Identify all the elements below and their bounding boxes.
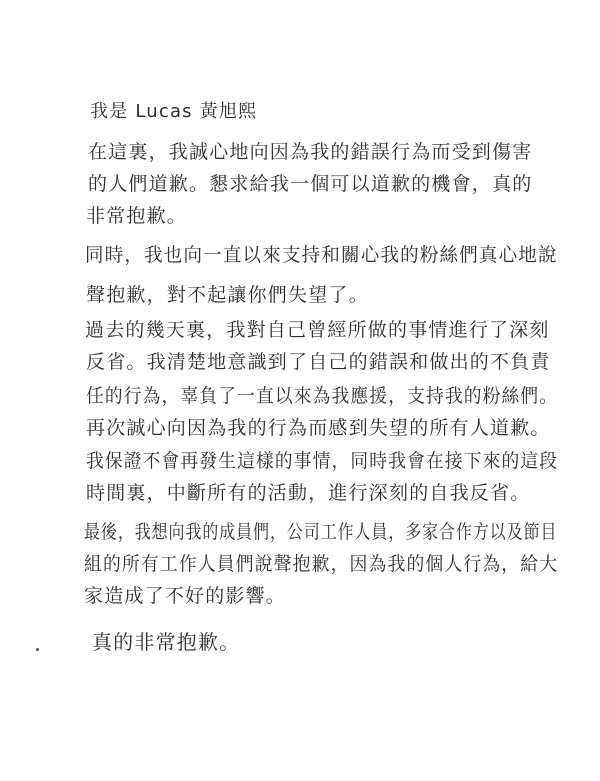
paper-speck — [36, 648, 39, 651]
paragraph-2-line-2: 聲抱歉，對不起讓你們失望了。 — [86, 284, 369, 306]
paragraph-1-line-2: 的人們道歉。懇求給我一個可以道歉的機會，真的 — [88, 173, 533, 195]
letter-closing: 真的非常抱歉。 — [92, 630, 241, 654]
paragraph-3-line-1: 過去的幾天裏，我對自己曾經所做的事情進行了深刻 — [85, 319, 550, 341]
paragraph-3-line-6: 時間裏，中斷所有的活動，進行深刻的自我反省。 — [86, 482, 531, 504]
paragraph-3-line-4: 再次誠心向因為我的行為而感到失望的所有人道歉。 — [86, 417, 551, 439]
paragraph-2-line-1: 同時，我也向一直以來支持和關心我的粉絲們真心地說 — [85, 244, 558, 266]
paragraph-3-line-5: 我保證不會再發生這樣的事情，同時我會在接下來的這段 — [86, 450, 559, 472]
paragraph-3-line-2: 反省。我清楚地意識到了自己的錯誤和做出的不負責 — [86, 351, 551, 373]
paragraph-4-line-2: 組的所有工作人員們說聲抱歉，因為我的個人行為，給大 — [84, 553, 559, 575]
paragraph-1-line-1: 在這裏，我誠心地向因為我的錯誤行為而受到傷害 — [88, 141, 533, 163]
paragraph-3-line-3: 任的行為，辜負了一直以來為我應援，支持我的粉絲們。 — [86, 385, 559, 407]
paragraph-1-line-3: 非常抱歉。 — [86, 205, 188, 227]
paragraph-4-line-3: 家造成了不好的影響。 — [84, 585, 287, 607]
letter-greeting: 我是 Lucas 黃旭熙 — [90, 101, 258, 122]
paragraph-4-line-1: 最後，我想向我的成員們，公司工作人員，多家合作方以及節目 — [84, 521, 558, 543]
